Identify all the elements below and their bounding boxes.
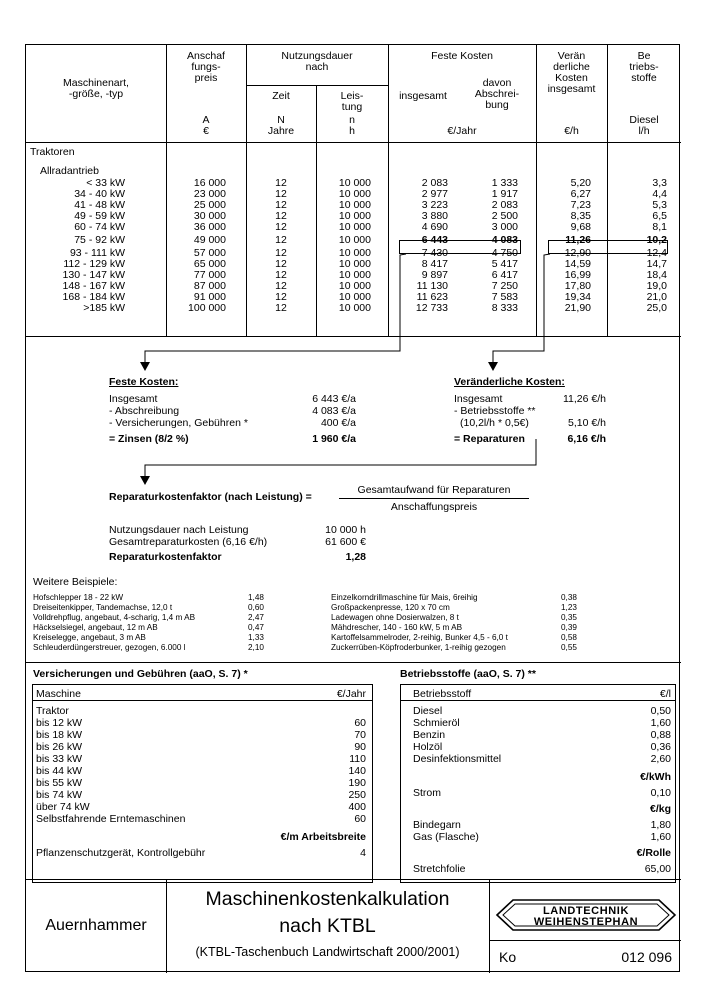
example-value: 1,48 xyxy=(248,593,264,602)
cell-years: 12 xyxy=(275,280,287,292)
insurance-row-label: bis 12 kW xyxy=(36,717,83,729)
example-label: Kartoffelsammelroder, 2-reihig, Bunker 4,5 - 6,0 t xyxy=(331,633,508,642)
factor-numerator: Gesamtaufwand für Reparaturen xyxy=(357,484,511,496)
logo-line1: LANDTECHNIK xyxy=(542,905,630,917)
footer-title2: nach KTBL xyxy=(279,915,376,937)
cell-fixed: 11 623 xyxy=(416,291,448,303)
insurance-row-value: €/m Arbeitsbreite xyxy=(280,831,366,843)
cell-var: 21,90 xyxy=(564,302,591,314)
fixed-line-label: - Abschreibung xyxy=(109,405,180,417)
document-frame xyxy=(25,44,680,972)
fixed-line-value: 400 €/a xyxy=(320,417,356,429)
cell-fixed: 4 690 xyxy=(421,221,448,233)
example-label: Volldrehpflug, angebaut, 4-scharig, 1,4 m AB xyxy=(33,613,196,622)
header-col5-unit: €/h xyxy=(564,125,579,137)
cell-diesel: 25,0 xyxy=(646,302,667,314)
fuel-row-value: 2,60 xyxy=(650,753,671,765)
header-col5-line4: insgesamt xyxy=(547,83,596,95)
cell-fixed: 3 223 xyxy=(421,199,448,211)
fuel-row-value: 0,36 xyxy=(650,741,671,753)
cell-label: 60 - 74 kW xyxy=(74,221,125,233)
header-col6-line2: triebs- xyxy=(629,61,659,73)
cell-diesel: 8,1 xyxy=(652,221,667,233)
cell-var: 5,20 xyxy=(570,177,591,189)
factor-line-label: Gesamtreparaturkosten (6,16 €/h) xyxy=(109,536,268,548)
header-col3b-unit2: h xyxy=(349,125,355,137)
header-col3a: Zeit xyxy=(272,90,290,102)
cell-hours: 10 000 xyxy=(338,188,371,200)
header-col5-line1: Verän xyxy=(557,50,586,62)
cell-years: 12 xyxy=(275,234,287,246)
example-label: Schleuderdüngerstreuer, gezogen, 6.000 l xyxy=(33,643,186,652)
fuel-row-value: €/kWh xyxy=(640,771,671,783)
cell-depr: 8 333 xyxy=(491,302,518,314)
header-col2-line1: Anschaf xyxy=(187,50,225,62)
cell-hours: 10 000 xyxy=(338,177,371,189)
cell-fixed: 2 977 xyxy=(421,188,448,200)
insurance-row-value: 60 xyxy=(354,813,366,825)
insurance-col-label: Maschine xyxy=(36,688,81,700)
var-line-label: - Betriebsstoffe ** xyxy=(454,405,536,417)
var-line-value: 5,10 €/h xyxy=(568,417,606,429)
header-col6-unit1: Diesel xyxy=(629,114,659,126)
var-line-label: Insgesamt xyxy=(454,393,503,405)
footer-source: (KTBL-Taschenbuch Landwirtschaft 2000/2001) xyxy=(195,945,460,959)
insurance-col-unit: €/Jahr xyxy=(336,688,366,700)
variable-costs-title: Veränderliche Kosten: xyxy=(454,376,565,388)
cell-price: 23 000 xyxy=(193,188,226,200)
factor-line-value: 61 600 € xyxy=(325,536,366,548)
header-col3b-line1: Leis- xyxy=(340,90,364,102)
header-col3b-line2: tung xyxy=(341,101,363,113)
header-col3a-unit2: Jahre xyxy=(267,125,295,137)
fuel-row-label: Holzöl xyxy=(413,741,443,753)
example-label: Ladewagen ohne Dosierwalzen, 8 t xyxy=(331,613,459,622)
example-value: 0,58 xyxy=(561,633,577,642)
cell-label: 168 - 184 kW xyxy=(62,291,125,303)
example-label: Einzelkorndrillmaschine für Mais, 6reihig xyxy=(331,593,478,602)
factor-line-value: 10 000 h xyxy=(325,524,366,536)
var-line-value: 11,26 €/h xyxy=(562,393,606,405)
example-value: 0,60 xyxy=(248,603,264,612)
cell-var: 9,68 xyxy=(570,221,591,233)
insurance-row-value: 190 xyxy=(348,777,366,789)
cell-price: 57 000 xyxy=(193,247,226,259)
insurance-row-label: Pflanzenschutzgerät, Kontrollgebühr xyxy=(36,847,206,859)
header-col1-line2: -größe, -typ xyxy=(68,88,124,100)
header-col3a-unit1: N xyxy=(277,114,285,126)
cell-diesel: 18,4 xyxy=(646,269,667,281)
cell-var: 16,99 xyxy=(564,269,591,281)
factor-line-value: 1,28 xyxy=(345,551,366,563)
cell-var: 6,27 xyxy=(570,188,591,200)
fuel-row-label: Diesel xyxy=(413,705,443,717)
cell-var: 11,26 xyxy=(565,234,591,246)
fixed-line-value: 1 960 €/a xyxy=(312,433,356,445)
fuel-row-label: Desinfektionsmittel xyxy=(413,753,502,765)
fuel-row-label: Schmieröl xyxy=(413,717,460,729)
header-col5-line2: derliche xyxy=(553,61,590,73)
fuel-row-value: 1,60 xyxy=(650,717,671,729)
example-label: Großpackenpresse, 120 x 70 cm xyxy=(331,603,450,612)
fuel-row-value: €/Rolle xyxy=(636,847,671,859)
cell-hours: 10 000 xyxy=(338,269,371,281)
example-label: Zuckerrüben-Köpfroderbunker, 1-reihig gezogen xyxy=(331,643,506,652)
fixed-line-label: = Zinsen (8/2 %) xyxy=(109,433,189,445)
cell-label: 112 - 129 kW xyxy=(63,258,125,270)
cell-years: 12 xyxy=(275,302,287,314)
cell-fixed: 3 880 xyxy=(421,210,448,222)
fixed-line-label: Insgesamt xyxy=(109,393,158,405)
cell-fixed: 9 897 xyxy=(421,269,448,281)
fuels-col-unit: €/l xyxy=(659,688,671,700)
header-col4: Feste Kosten xyxy=(431,50,493,62)
insurance-row-label: Traktor xyxy=(36,705,69,717)
cell-depr: 2 500 xyxy=(491,210,518,222)
fuel-row-label: Benzin xyxy=(413,729,446,741)
cell-price: 25 000 xyxy=(193,199,226,211)
cell-var: 14,59 xyxy=(564,258,591,270)
cell-price: 49 000 xyxy=(193,234,226,246)
factor-line-label: Reparaturkostenfaktor xyxy=(109,551,222,563)
cell-hours: 10 000 xyxy=(338,247,371,259)
example-label: Dreiseitenkipper, Tandemachse, 12,0 t xyxy=(33,603,173,612)
cell-depr: 7 250 xyxy=(491,280,518,292)
cell-depr: 5 417 xyxy=(491,258,518,270)
insurance-row-label: bis 33 kW xyxy=(36,753,83,765)
header-col6-line1: Be xyxy=(637,50,651,62)
cell-var: 12,90 xyxy=(564,247,591,259)
insurance-row-label: bis 74 kW xyxy=(36,789,83,801)
cell-diesel: 5,3 xyxy=(652,199,667,211)
cell-label: 34 - 40 kW xyxy=(74,188,125,200)
cell-hours: 10 000 xyxy=(338,234,371,246)
fuel-row-label: Gas (Flasche) xyxy=(413,831,479,843)
cell-label: 41 - 48 kW xyxy=(74,199,125,211)
fuel-row-value: 1,80 xyxy=(650,819,671,831)
cell-hours: 10 000 xyxy=(338,291,371,303)
cell-fixed: 12 733 xyxy=(415,302,448,314)
example-value: 0,35 xyxy=(561,613,577,622)
cell-diesel: 21,0 xyxy=(646,291,667,303)
cell-var: 8,35 xyxy=(570,210,591,222)
fixed-line-label: - Versicherungen, Gebühren * xyxy=(109,417,248,429)
insurance-row-value: 400 xyxy=(348,801,366,813)
fuel-row-value: 0,10 xyxy=(650,787,671,799)
var-line-label: (10,2l/h * 0,5€) xyxy=(460,417,529,429)
cell-depr: 1 333 xyxy=(491,177,518,189)
cell-hours: 10 000 xyxy=(338,258,371,270)
header-col2-line3: preis xyxy=(194,72,218,84)
cell-years: 12 xyxy=(275,177,287,189)
header-col4-unit: €/Jahr xyxy=(447,125,477,137)
insurance-row-label: bis 26 kW xyxy=(36,741,83,753)
factor-line-label: Nutzungsdauer nach Leistung xyxy=(109,524,249,536)
example-value: 2,10 xyxy=(248,643,264,652)
example-value: 2,47 xyxy=(248,613,264,622)
var-line-value: 6,16 €/h xyxy=(567,433,606,445)
cell-var: 7,23 xyxy=(570,199,591,211)
example-label: Kreiselegge, angebaut, 3 m AB xyxy=(33,633,146,642)
cell-label: 49 - 59 kW xyxy=(74,210,125,222)
insurance-row-value: 70 xyxy=(354,729,366,741)
header-col3-line2: nach xyxy=(305,61,329,73)
fuel-row-value: 65,00 xyxy=(644,863,671,875)
header-col6-line3: stoffe xyxy=(631,72,657,84)
cell-price: 16 000 xyxy=(193,177,226,189)
example-label: Häckselsiegel, angebaut, 12 m AB xyxy=(33,623,158,632)
cell-diesel: 4,4 xyxy=(652,188,667,200)
fuel-row-value: €/kg xyxy=(649,803,671,815)
cell-diesel: 6,5 xyxy=(652,210,667,222)
header-col4b-line1: davon xyxy=(482,77,512,89)
fuel-row-value: 0,50 xyxy=(650,705,671,717)
header-col5-line3: Kosten xyxy=(555,72,588,84)
fuel-row-value: 0,88 xyxy=(650,729,671,741)
cell-years: 12 xyxy=(275,221,287,233)
header-col2-unit1: A xyxy=(202,114,210,126)
cell-price: 100 000 xyxy=(188,302,226,314)
example-value: 0,38 xyxy=(561,593,577,602)
cell-fixed: 2 083 xyxy=(421,177,448,189)
insurance-row-value: 110 xyxy=(349,753,366,765)
header-col2-line2: fungs- xyxy=(191,61,221,73)
insurance-row-value: 60 xyxy=(354,717,366,729)
cell-price: 30 000 xyxy=(193,210,226,222)
insurance-row-label: bis 55 kW xyxy=(36,777,83,789)
insurance-row-label: bis 18 kW xyxy=(36,729,83,741)
cell-diesel: 12,4 xyxy=(646,247,667,259)
cell-depr: 6 417 xyxy=(491,269,518,281)
cell-fixed: 7 430 xyxy=(421,247,448,259)
cell-depr: 4 083 xyxy=(491,234,518,246)
fixed-line-value: 4 083 €/a xyxy=(312,405,356,417)
cell-label: 130 - 147 kW xyxy=(62,269,125,281)
insurance-title: Versicherungen und Gebühren (aaO, S. 7) * xyxy=(33,668,248,680)
cell-depr: 4 750 xyxy=(491,247,518,259)
example-label: Mähdrescher, 140 - 160 kW, 5 m AB xyxy=(331,623,463,632)
fuel-row-label: Strom xyxy=(413,787,442,799)
footer-number: 012 096 xyxy=(621,949,672,965)
fuel-row-value: 1,60 xyxy=(650,831,671,843)
example-value: 1,33 xyxy=(248,633,264,642)
cell-years: 12 xyxy=(275,188,287,200)
cell-years: 12 xyxy=(275,210,287,222)
cell-price: 91 000 xyxy=(193,291,226,303)
cell-hours: 10 000 xyxy=(338,221,371,233)
examples-title: Weitere Beispiele: xyxy=(33,576,118,588)
insurance-row-value: 250 xyxy=(348,789,366,801)
fixed-costs-title: Feste Kosten: xyxy=(109,376,179,388)
header-col6-unit2: l/h xyxy=(638,125,650,137)
cell-diesel: 10,2 xyxy=(646,234,667,246)
header-col4b-line3: bung xyxy=(485,99,509,111)
logo-line2: WEIHENSTEPHAN xyxy=(533,916,639,928)
cell-hours: 10 000 xyxy=(338,280,371,292)
cell-label: 75 - 92 kW xyxy=(74,234,125,246)
cell-hours: 10 000 xyxy=(338,302,371,314)
example-value: 0,39 xyxy=(561,623,577,632)
insurance-row-value: 4 xyxy=(360,847,366,859)
insurance-row-value: 140 xyxy=(348,765,366,777)
cell-years: 12 xyxy=(275,199,287,211)
factor-denominator: Anschaffungspreis xyxy=(390,501,478,513)
cell-years: 12 xyxy=(275,258,287,270)
cell-years: 12 xyxy=(275,269,287,281)
insurance-row-label: bis 44 kW xyxy=(36,765,83,777)
example-value: 0,47 xyxy=(248,623,264,632)
cell-label: 148 - 167 kW xyxy=(62,280,125,292)
cell-label: >185 kW xyxy=(83,302,125,314)
fuels-col-label: Betriebsstoff xyxy=(413,688,472,700)
footer-ko: Ko xyxy=(499,949,517,965)
cell-label: 93 - 111 kW xyxy=(69,247,125,259)
header-col4a: insgesamt xyxy=(399,90,447,102)
cell-var: 17,80 xyxy=(564,280,591,292)
cell-depr: 1 917 xyxy=(491,188,518,200)
cell-fixed: 6 443 xyxy=(421,234,448,246)
footer-author: Auernhammer xyxy=(45,917,147,934)
factor-label: Reparaturkostenfaktor (nach Leistung) = xyxy=(109,491,312,503)
cell-var: 19,34 xyxy=(564,291,591,303)
example-label: Hofschlepper 18 - 22 kW xyxy=(33,593,124,602)
cell-price: 36 000 xyxy=(193,221,226,233)
subsection-title: Allradantrieb xyxy=(40,165,99,177)
header-col2-unit2: € xyxy=(203,125,209,137)
insurance-row-value: 90 xyxy=(354,741,366,753)
header-col4b-line2: Abschrei- xyxy=(474,88,520,100)
cell-depr: 2 083 xyxy=(491,199,518,211)
cell-label: < 33 kW xyxy=(86,177,125,189)
fixed-line-value: 6 443 €/a xyxy=(312,393,356,405)
cell-depr: 7 583 xyxy=(491,291,518,303)
insurance-row-label: Selbstfahrende Erntemaschinen xyxy=(36,813,186,825)
cell-fixed: 11 130 xyxy=(416,280,448,292)
example-value: 0,55 xyxy=(561,643,577,652)
cell-price: 87 000 xyxy=(193,280,226,292)
fuel-row-label: Bindegarn xyxy=(413,819,461,831)
section-title: Traktoren xyxy=(30,146,75,158)
cell-fixed: 8 417 xyxy=(421,258,448,270)
cell-years: 12 xyxy=(275,247,287,259)
fuels-title: Betriebsstoffe (aaO, S. 7) ** xyxy=(400,668,536,680)
header-col1-line1: Maschinenart, xyxy=(63,77,129,89)
example-value: 1,23 xyxy=(561,603,577,612)
cell-hours: 10 000 xyxy=(338,199,371,211)
cell-price: 77 000 xyxy=(193,269,226,281)
insurance-row-label: über 74 kW xyxy=(36,801,90,813)
cell-hours: 10 000 xyxy=(338,210,371,222)
fuel-row-label: Stretchfolie xyxy=(413,863,466,875)
header-col3-line1: Nutzungsdauer xyxy=(281,50,353,62)
cell-diesel: 14,7 xyxy=(646,258,667,270)
cell-price: 65 000 xyxy=(193,258,226,270)
header-col3b-unit1: n xyxy=(349,114,355,126)
cell-diesel: 3,3 xyxy=(652,177,667,189)
cell-years: 12 xyxy=(275,291,287,303)
var-line-label: = Reparaturen xyxy=(454,433,525,445)
cell-diesel: 19,0 xyxy=(646,280,667,292)
cell-depr: 3 000 xyxy=(491,221,518,233)
footer-title1: Maschinenkostenkalkulation xyxy=(205,888,450,910)
